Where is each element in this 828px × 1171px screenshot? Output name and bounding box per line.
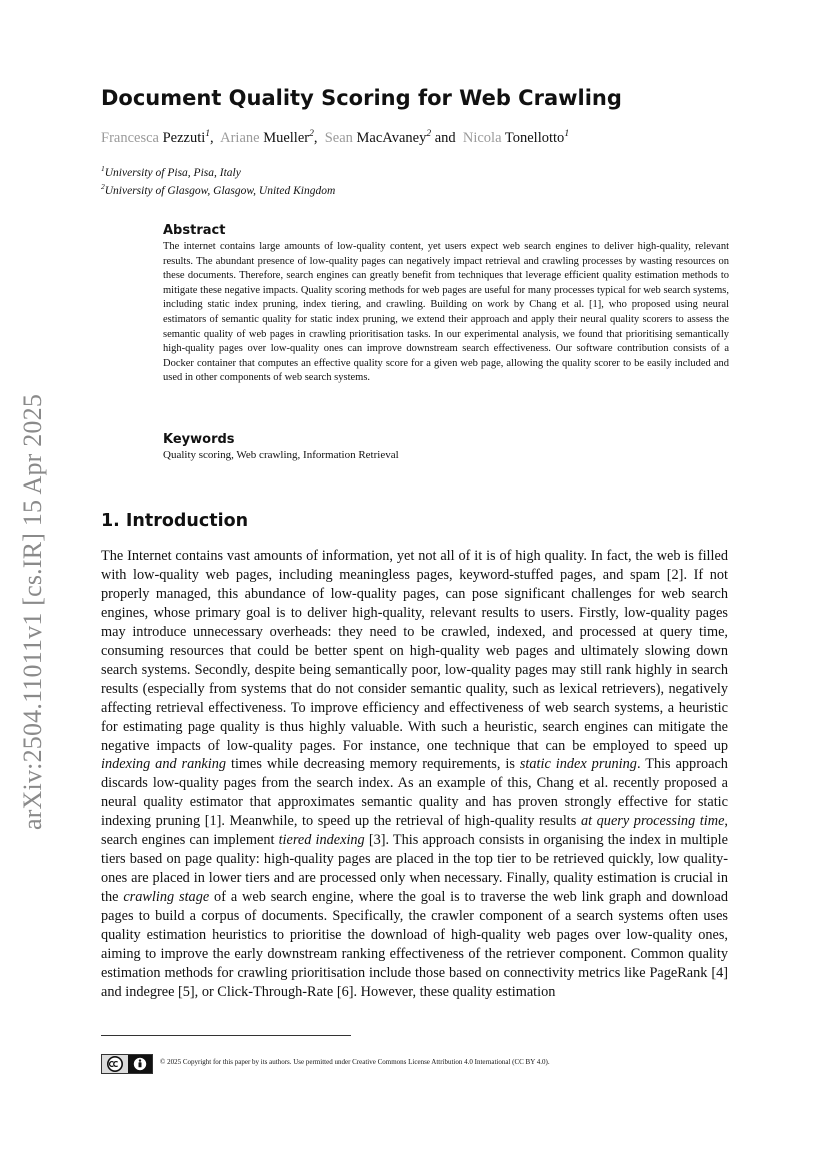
- abstract-heading: Abstract: [163, 223, 226, 238]
- author-1-affil-mark: 1: [205, 129, 211, 139]
- author-and: and: [434, 129, 456, 146]
- introduction-body: [101, 547, 728, 1002]
- author-separator: ,: [210, 129, 214, 146]
- author-3-affil-mark: 2: [426, 129, 432, 139]
- affiliation-1-mark: 1: [101, 164, 105, 173]
- intro-text-segment: , search engines can implement: [101, 813, 728, 849]
- intro-text-segment: The Internet contains vast amounts of information, yet not all of it is of high quality. In fact, the web is filled with low-quality web pages, including meaningless pages, keyword-stuffed pages, and spam [2]. If not properly managed, this abundance of low-quality pages, can pose significant challenges for web search engines, whose primary goal is to deliver high-quality, relevant results to users. Firstly, low-quality pages may introduce unnecessary overheads: they need to be crawled, indexed, and processed at query time, consuming resources that could be better spent on high-quality web pages and ultimately slowing down search systems. Secondly, despite being semantically poor, low-quality pages may still rank highly in search results (especially from systems that do not consider semantic quality, such as lexical retrievers), negatively affecting retrieval effectiveness. To improve efficiency and effectiveness of web search systems, a heuristic for estimating page quality is thus highly valuable. With such a heuristic, search engines can mitigate the negative impacts of low-quality pages. For instance, one technique that can be employed to speed up: [101, 548, 728, 754]
- intro-emphasis-tiered-indexing: tiered indexing: [278, 832, 365, 849]
- author-4: [463, 130, 569, 146]
- affiliation-2: [101, 182, 335, 197]
- arxiv-identifier: arXiv:2504.11011v1 [cs.IR] 15 Apr 2025: [18, 393, 47, 831]
- affiliation-1-text: University of Pisa, Pisa, Italy: [104, 166, 241, 179]
- author-3-last-name: MacAvaney: [356, 129, 427, 146]
- intro-text-segment: times while decreasing memory requirements, is: [226, 756, 520, 773]
- author-1-first-name: Francesca: [101, 129, 159, 146]
- affiliation-2-text: University of Glasgow, Glasgow, United Kingdom: [104, 184, 336, 197]
- cc-by-license-badge: [101, 1054, 153, 1074]
- copyright-license-notice: © 2025 Copyright for this paper by its authors. Use permitted under Creative Commons License Attribution 4.0 International (CC BY 4.0).: [160, 1058, 550, 1066]
- footnote-rule: [101, 1035, 351, 1036]
- keywords-heading: Keywords: [163, 432, 235, 447]
- author-1: [101, 130, 210, 146]
- abstract-text: The internet contains large amounts of low-quality content, yet users expect web search engines to deliver high-quality, relevant results. The abundant presence of low-quality pages can negatively impact retrieval and crawling processes by wasting resources on these documents. Therefore, search engines can greatly benefit from techniques that leverage efficient quality estimation methods to mitigate these negative impacts. Quality scoring methods for web pages are useful for many processes typical for web search systems, including static index pruning, index tiering, and crawling. Building on work by Chang et al. [1], who proposed using neural estimators of semantic quality for static index pruning, we extend their approach and apply their neural quality scorers to assess the semantic quality of web pages in crawling prioritisation tasks. In our experimental analysis, we found that prioritising semantically high-quality pages over low-quality ones can improve downstream search effectiveness. Our software contribution consists of a Docker container that computes an effective quality score for a given web page, allowing the quality scorer to be easily included and used in other components of web search systems.: [163, 241, 729, 384]
- cc-by-icon: [102, 1055, 152, 1073]
- paper-title: Document Quality Scoring for Web Crawling: [101, 86, 622, 110]
- arxiv-sidebar-stamp: [18, 372, 48, 852]
- author-3-first-name: Sean: [324, 129, 353, 146]
- intro-emphasis-indexing-and-ranking: indexing and ranking: [101, 756, 227, 773]
- author-1-last-name: Pezzuti: [162, 129, 206, 146]
- intro-emphasis-at-query-processing-time: at query processing time: [580, 813, 725, 830]
- author-2-affil-mark: 2: [309, 129, 314, 139]
- intro-text-segment: of a web search engine, where the goal is to traverse the web link graph and download pages to build a corpus of documents. Specifically, the crawler component of a search systems often uses quality estimation heuristics to prioritise the download of high-quality web pages over low-quality ones, aiming to improve the early downstream ranking effectiveness of the retriever component. Common quality estimation methods for crawling prioritisation include those based on connectivity metrics like PageRank [4] and indegree [5], or Click-Through-Rate [6]. However, these quality estimation: [101, 889, 728, 1000]
- author-3: [325, 130, 431, 146]
- author-4-affil-mark: 1: [564, 129, 570, 139]
- author-2: [220, 130, 314, 146]
- author-4-last-name: Tonellotto: [504, 129, 565, 146]
- author-separator: ,: [313, 129, 318, 146]
- author-list: [101, 129, 569, 147]
- intro-text-segment: . This approach discards low-quality pages from the search index. As an example of this, Chang et al. recently proposed a neural quality estimator that approximates semantic quality and has proven strongly effective for static indexing pruning [1]. Meanwhile, to speed up the retrieval of high-quality results: [101, 756, 728, 830]
- author-2-first-name: Ariane: [220, 129, 260, 146]
- affiliation-2-mark: 2: [101, 182, 105, 191]
- intro-emphasis-static-index-pruning: static index pruning: [519, 756, 637, 773]
- intro-emphasis-crawling-stage: crawling stage: [123, 889, 210, 906]
- author-2-last-name: Mueller: [263, 129, 310, 146]
- intro-text-segment: [3]. This approach consists in organising the index in multiple tiers based on page quality: high-quality pages are placed in the top tier to be retrieved quickly, low quality-ones are placed in lower tiers and are processed only when necessary. Finally, quality estimation is crucial in the: [101, 832, 728, 906]
- keywords-text: Quality scoring, Web crawling, Information Retrieval: [163, 449, 399, 461]
- author-4-first-name: Nicola: [462, 129, 502, 146]
- introduction-heading: 1. Introduction: [101, 511, 249, 531]
- affiliation-1: [101, 164, 241, 179]
